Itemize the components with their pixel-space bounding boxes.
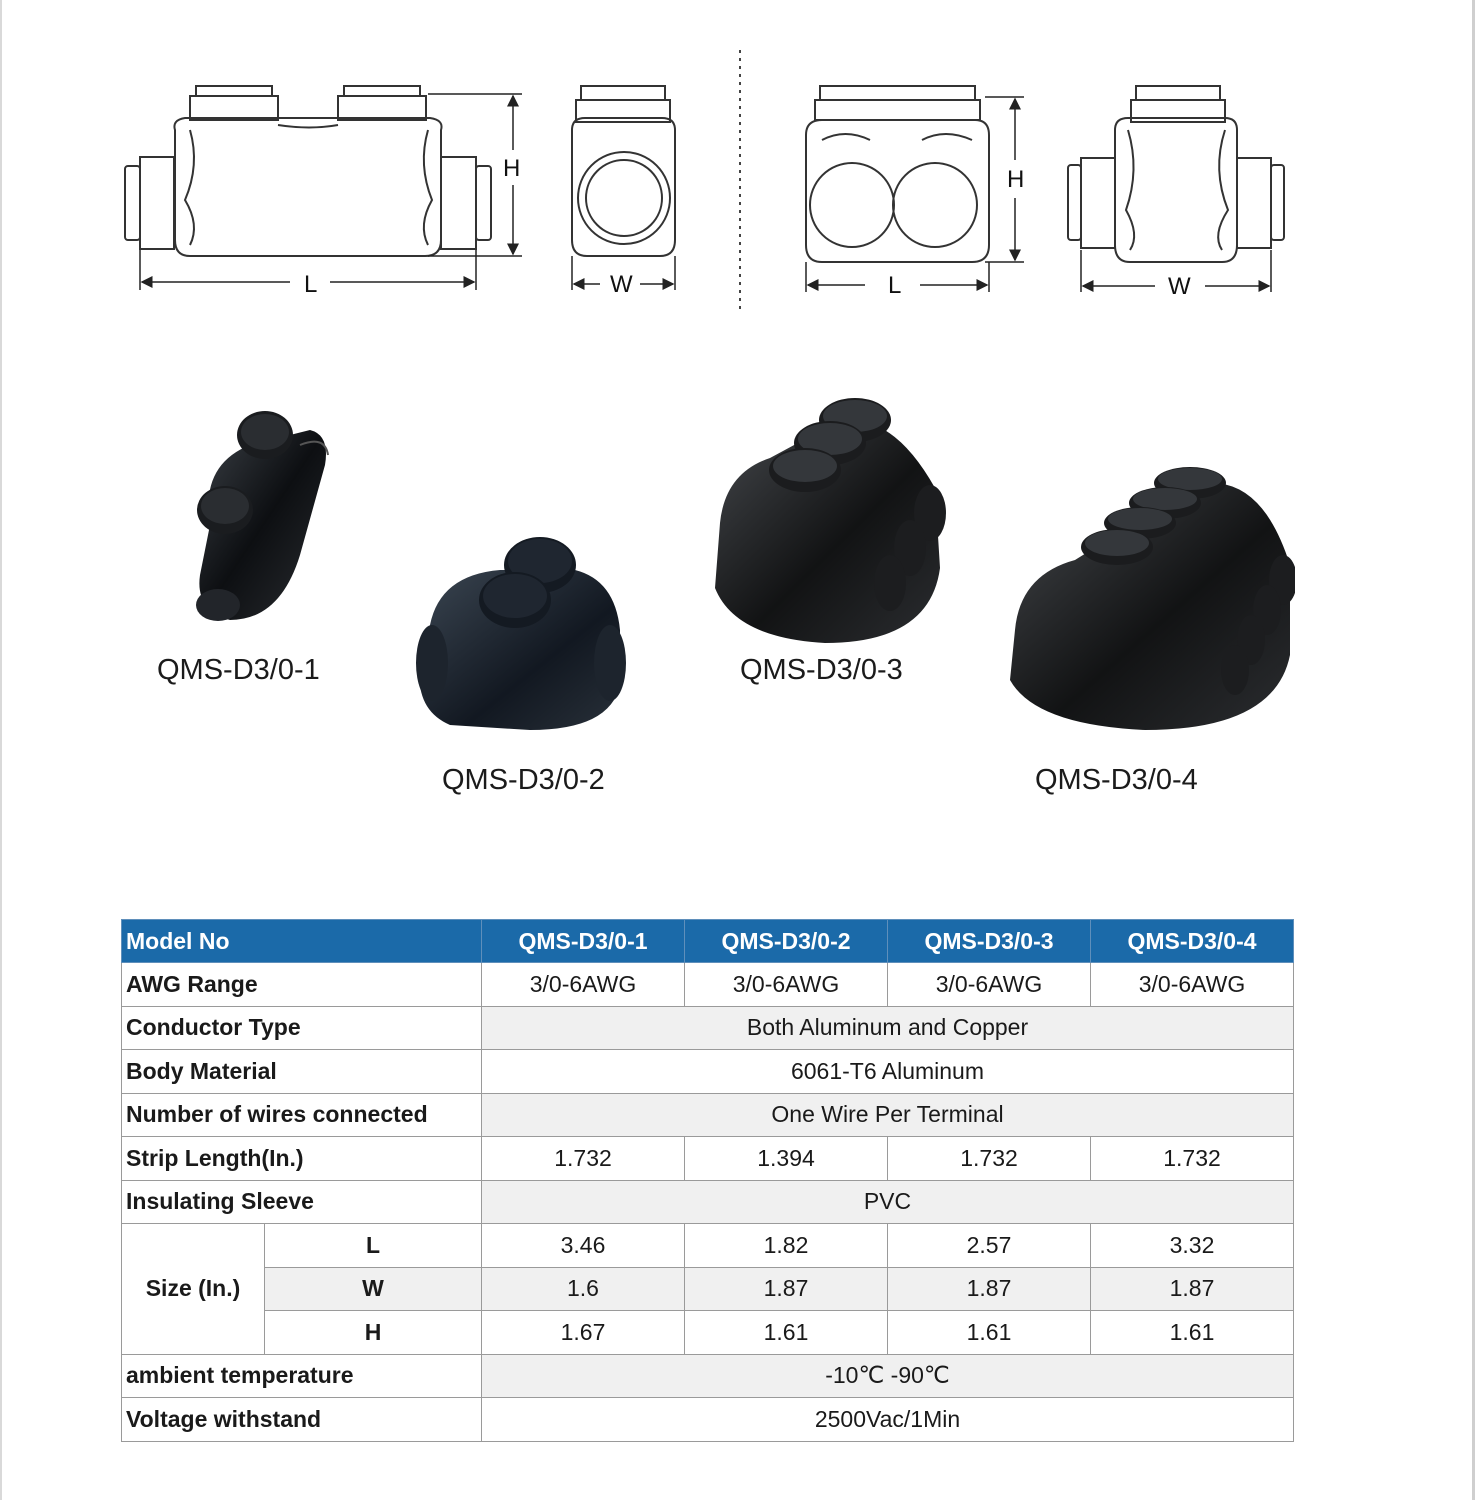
awg-range-1: 3/0-6AWG <box>482 963 685 1007</box>
row-label-strip-length: Strip Length(In.) <box>122 1137 482 1181</box>
dim-label-width: W <box>610 271 633 298</box>
row-insulating-sleeve <box>122 1180 1294 1224</box>
row-strip-length <box>122 1137 1294 1181</box>
strip-length-2: 1.394 <box>685 1137 888 1181</box>
strip-length-4: 1.732 <box>1091 1137 1294 1181</box>
row-label-insulating-sleeve: Insulating Sleeve <box>122 1180 482 1224</box>
strip-length-3: 1.732 <box>888 1137 1091 1181</box>
dim-label-height: H <box>503 155 521 182</box>
table-header-row <box>122 920 1294 963</box>
row-awg-range <box>122 963 1294 1007</box>
header-model-no: Model No <box>122 920 482 963</box>
insulated-connector-3-port-icon <box>705 398 955 648</box>
conductor-type-value: Both Aluminum and Copper <box>482 1006 1294 1050</box>
header-model-2: QMS-D3/0-2 <box>685 920 888 963</box>
dim-label-length: L <box>304 271 318 298</box>
wires-connected-value: One Wire Per Terminal <box>482 1093 1294 1137</box>
drawing-side-view-multiport <box>1068 86 1284 262</box>
size-sublabel-h: H <box>265 1311 482 1355</box>
drawing-side-view-2port <box>572 86 675 256</box>
dimension-drawings <box>0 0 1475 330</box>
size-w-2: 1.87 <box>685 1267 888 1311</box>
header-model-4: QMS-D3/0-4 <box>1091 920 1294 963</box>
insulated-connector-4-port-icon <box>1005 465 1295 735</box>
dim-label-width-2: W <box>1168 273 1191 300</box>
awg-range-2: 3/0-6AWG <box>685 963 888 1007</box>
row-label-ambient-temperature: ambient temperature <box>122 1354 482 1398</box>
size-l-2: 1.82 <box>685 1224 888 1268</box>
row-label-conductor-type: Conductor Type <box>122 1006 482 1050</box>
row-wires-connected <box>122 1093 1294 1137</box>
size-h-4: 1.61 <box>1091 1311 1294 1355</box>
model-caption-3: QMS-D3/0-3 <box>740 654 903 686</box>
model-caption-1: QMS-D3/0-1 <box>157 654 320 686</box>
dim-label-length-2: L <box>888 272 902 299</box>
drawing-front-view-multiport <box>806 86 989 262</box>
row-size-w <box>122 1267 1294 1311</box>
header-model-3: QMS-D3/0-3 <box>888 920 1091 963</box>
body-material-value: 6061-T6 Aluminum <box>482 1050 1294 1094</box>
row-label-body-material: Body Material <box>122 1050 482 1094</box>
row-size-h <box>122 1311 1294 1355</box>
specification-table <box>121 919 1294 1442</box>
model-caption-4: QMS-D3/0-4 <box>1035 764 1198 796</box>
row-body-material <box>122 1050 1294 1094</box>
size-l-1: 3.46 <box>482 1224 685 1268</box>
dim-label-height-2: H <box>1007 166 1025 193</box>
row-voltage-withstand <box>122 1398 1294 1442</box>
row-conductor-type <box>122 1006 1294 1050</box>
ambient-temperature-value: -10℃ -90℃ <box>482 1354 1294 1398</box>
size-w-4: 1.87 <box>1091 1267 1294 1311</box>
size-w-1: 1.6 <box>482 1267 685 1311</box>
size-l-3: 2.57 <box>888 1224 1091 1268</box>
voltage-withstand-value: 2500Vac/1Min <box>482 1398 1294 1442</box>
row-size-l <box>122 1224 1294 1268</box>
insulated-connector-1-port-icon <box>180 405 340 635</box>
insulated-connector-2-port-icon <box>410 535 635 735</box>
model-caption-2: QMS-D3/0-2 <box>442 764 605 796</box>
size-w-3: 1.87 <box>888 1267 1091 1311</box>
strip-length-1: 1.732 <box>482 1137 685 1181</box>
header-model-1: QMS-D3/0-1 <box>482 920 685 963</box>
awg-range-3: 3/0-6AWG <box>888 963 1091 1007</box>
row-label-voltage-withstand: Voltage withstand <box>122 1398 482 1442</box>
size-h-2: 1.61 <box>685 1311 888 1355</box>
size-h-1: 1.67 <box>482 1311 685 1355</box>
row-label-wires-connected: Number of wires connected <box>122 1093 482 1137</box>
size-h-3: 1.61 <box>888 1311 1091 1355</box>
awg-range-4: 3/0-6AWG <box>1091 963 1294 1007</box>
row-ambient-temperature <box>122 1354 1294 1398</box>
row-label-awg-range: AWG Range <box>122 963 482 1007</box>
insulating-sleeve-value: PVC <box>482 1180 1294 1224</box>
drawing-front-view-2port <box>125 86 491 256</box>
size-l-4: 3.32 <box>1091 1224 1294 1268</box>
size-sublabel-l: L <box>265 1224 482 1268</box>
row-label-size: Size (In.) <box>122 1224 265 1355</box>
size-sublabel-w: W <box>265 1267 482 1311</box>
